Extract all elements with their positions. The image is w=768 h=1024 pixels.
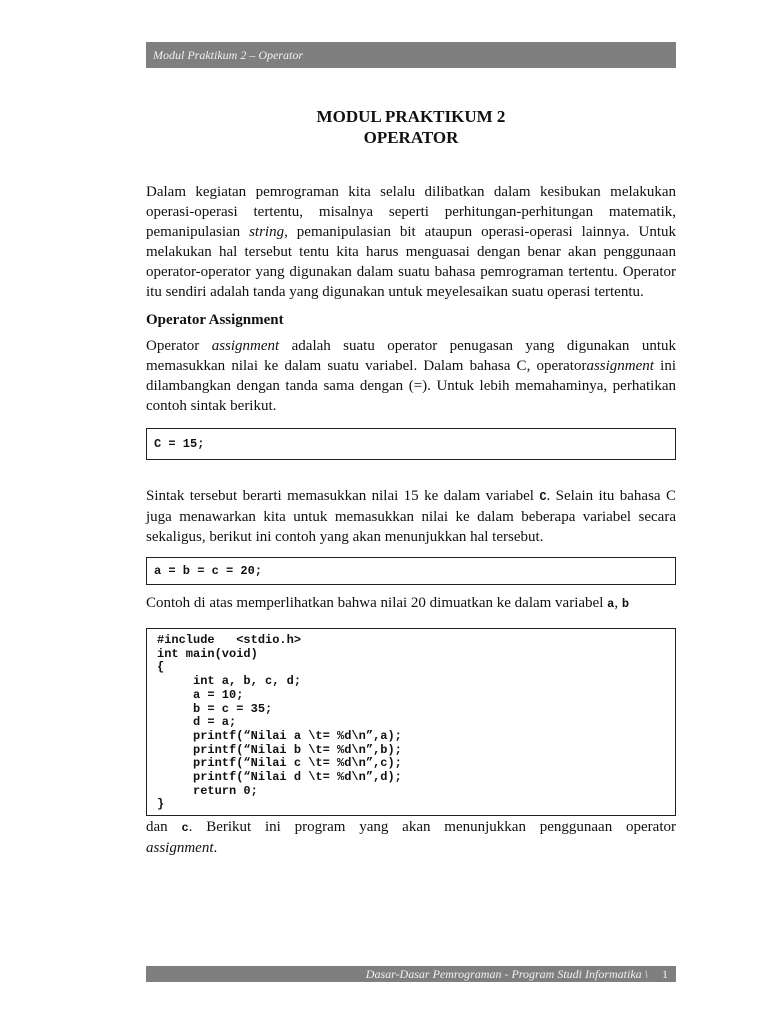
header-text: Modul Praktikum 2 – Operator bbox=[153, 48, 303, 62]
code-line: b = c = 35; bbox=[157, 701, 273, 716]
code-line: } bbox=[157, 797, 165, 812]
code-line: printf(“Nilai c \t= %d\n”,c); bbox=[157, 756, 402, 771]
para3-text-2: . Selain itu bahasa C juga menawarkan kita untuk memasukkan nilai ke dalam beberapa variabel secara sekaligus, berikut ini contoh yang akan menunjukkan hal tersebut. bbox=[146, 488, 676, 545]
code-line: int main(void) bbox=[157, 646, 258, 661]
intro-text-2: , pemanipulasian bit ataupun operasi-operasi lainnya. Untuk melakukan hal tersebut tentu kita harus menguasai dengan benar akan penggunaan operator-operator yang digunakan dalam suatu bahasa pemrograman tertentu. Operator itu sendiri adalah tanda yang digunakan untuk meyelesaikan suatu operasi tertentu. bbox=[146, 224, 677, 300]
paragraph-4 bbox=[146, 593, 676, 614]
code-box-2: a = b = c = 20; bbox=[146, 557, 676, 585]
page-number: 1 bbox=[662, 967, 668, 981]
footer-text: Dasar-Dasar Pemrograman - Program Studi Informatika \ bbox=[365, 967, 648, 981]
title-line-2: OPERATOR bbox=[363, 128, 459, 147]
page-footer bbox=[146, 966, 676, 982]
assign-text-3: ini dilambangkan dengan tanda sama dengan (=). Untuk lebih memahaminya, perhatikan contoh sintak berikut. bbox=[146, 358, 676, 414]
para5-text-3: . bbox=[213, 840, 218, 857]
para4-code-b: b bbox=[621, 597, 630, 611]
para4-text: Contoh di atas memperlihatkan bahwa nilai 20 dimuatkan ke dalam variabel bbox=[146, 595, 608, 611]
paragraph-5-end bbox=[146, 838, 676, 858]
para5-code: c bbox=[181, 821, 189, 836]
code-line: int a, b, c, d; bbox=[157, 674, 302, 689]
intro-paragraph bbox=[146, 182, 676, 302]
code-box-3 bbox=[146, 628, 676, 816]
para3-code: C bbox=[539, 490, 547, 504]
para3-text-1: Sintak tersebut berarti memasukkan nilai 15 ke dalam variabel bbox=[146, 488, 540, 504]
code-line: printf(“Nilai b \t= %d\n”,b); bbox=[157, 742, 402, 757]
code-line: a = 10; bbox=[157, 687, 244, 702]
assign-text-2: adalah suatu operator penugasan yang digunakan untuk memasukkan nilai ke dalam suatu variabel. Dalam bahasa C, operator bbox=[146, 338, 676, 374]
para4-sep: , bbox=[614, 595, 622, 611]
page-header bbox=[146, 42, 676, 68]
assign-italic-1: assignment bbox=[211, 338, 280, 354]
para5-text-2: . Berikut ini program yang akan menunjukkan penggunaan operator bbox=[188, 819, 676, 836]
section-heading: Operator Assignment bbox=[146, 312, 284, 328]
intro-italic: string bbox=[249, 224, 285, 240]
code-line: #include <stdio.h> bbox=[157, 633, 302, 647]
code-line: printf(“Nilai d \t= %d\n”,d); bbox=[157, 770, 402, 785]
assign-italic-2: assignment bbox=[586, 358, 654, 374]
code-box-1: C = 15; bbox=[146, 428, 676, 460]
code-line: d = a; bbox=[157, 715, 237, 730]
assign-text-1: Operator bbox=[146, 338, 212, 354]
code-line: return 0; bbox=[157, 783, 258, 798]
code-line: printf(“Nilai a \t= %d\n”,a); bbox=[157, 728, 402, 743]
title-line-1: MODUL PRAKTIKUM 2 bbox=[316, 107, 506, 126]
paragraph-3 bbox=[146, 486, 676, 547]
paragraph-5 bbox=[146, 817, 676, 838]
intro-text-1: Dalam kegiatan pemrograman kita selalu dilibatkan dalam kesibukan melakukan operasi-operasi tertentu, misalnya seperti perhitungan-perhitungan matematik, pemanipulasian bbox=[146, 184, 676, 240]
assignment-paragraph bbox=[146, 336, 676, 416]
page-title bbox=[146, 106, 676, 148]
para5-italic: assignment bbox=[146, 840, 214, 857]
body-content bbox=[146, 182, 676, 858]
para5-text-1: dan bbox=[146, 819, 182, 836]
code-line: { bbox=[157, 660, 165, 675]
para4-code-a: a bbox=[607, 597, 615, 611]
